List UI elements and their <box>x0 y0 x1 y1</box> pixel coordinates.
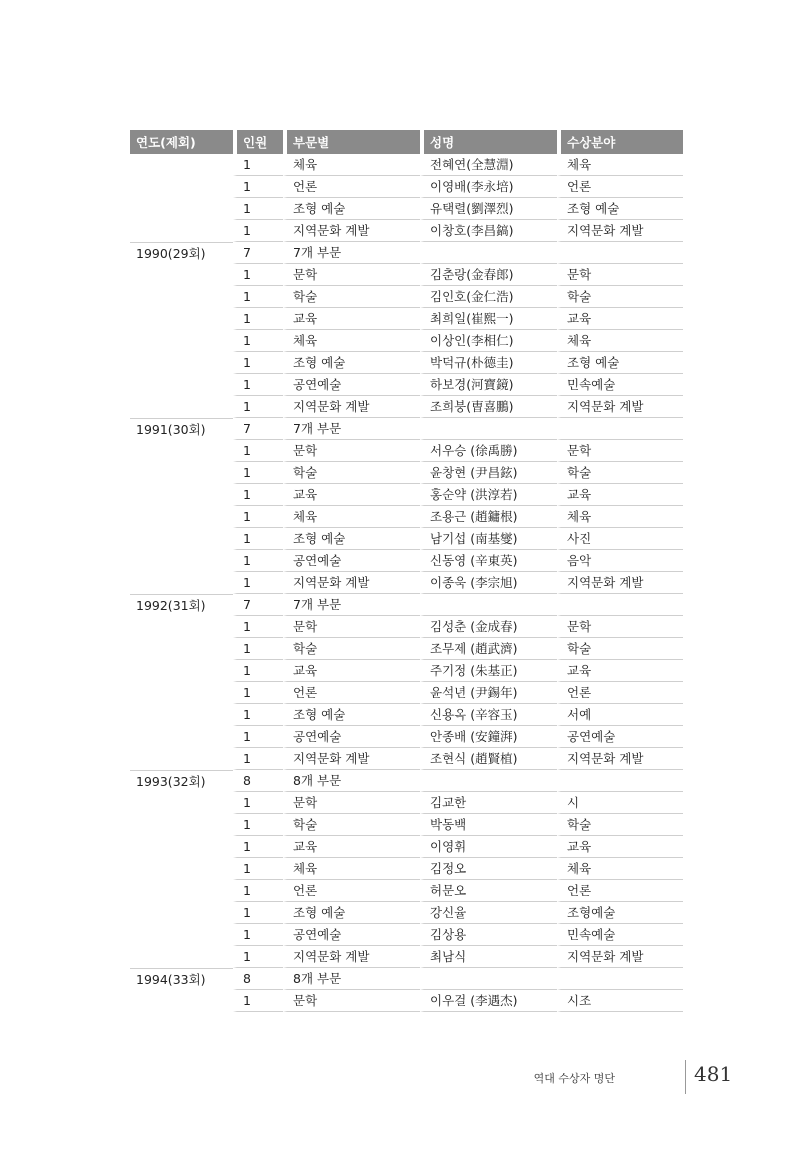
cell-name <box>420 770 557 792</box>
cell-category: 지역문화 계발 <box>283 396 420 418</box>
table-row <box>130 792 683 814</box>
table-row <box>130 418 683 440</box>
cell-name: 이우걸 (李遇杰) <box>420 990 557 1012</box>
cell-year <box>130 616 233 638</box>
cell-name: 하보경(河寶鏡) <box>420 374 557 396</box>
cell-field: 문학 <box>557 440 683 462</box>
cell-category: 7개 부문 <box>283 594 420 616</box>
table-row <box>130 704 683 726</box>
cell-field: 민속예술 <box>557 924 683 946</box>
cell-field: 음악 <box>557 550 683 572</box>
cell-name: 이종욱 (李宗旭) <box>420 572 557 594</box>
cell-name: 윤석년 (尹錫年) <box>420 682 557 704</box>
cell-category: 8개 부문 <box>283 770 420 792</box>
cell-count: 1 <box>233 506 283 528</box>
cell-category: 체육 <box>283 330 420 352</box>
cell-category: 체육 <box>283 858 420 880</box>
cell-count: 1 <box>233 748 283 770</box>
cell-name: 전혜연(全慧淵) <box>420 154 557 176</box>
cell-category: 공연예술 <box>283 550 420 572</box>
cell-field: 학술 <box>557 638 683 660</box>
table-row <box>130 352 683 374</box>
table-row <box>130 990 683 1012</box>
cell-field: 언론 <box>557 880 683 902</box>
table-row <box>130 814 683 836</box>
cell-field: 지역문화 계발 <box>557 396 683 418</box>
cell-category: 7개 부문 <box>283 418 420 440</box>
cell-name: 조무제 (趙武濟) <box>420 638 557 660</box>
cell-field: 시 <box>557 792 683 814</box>
cell-year <box>130 264 233 286</box>
cell-field: 조형 예술 <box>557 352 683 374</box>
cell-name <box>420 418 557 440</box>
page-footer <box>533 1060 733 1100</box>
cell-field: 교육 <box>557 836 683 858</box>
cell-count: 1 <box>233 198 283 220</box>
cell-field: 문학 <box>557 616 683 638</box>
cell-count: 8 <box>233 770 283 792</box>
cell-category: 언론 <box>283 176 420 198</box>
cell-field: 공연예술 <box>557 726 683 748</box>
cell-count: 1 <box>233 616 283 638</box>
cell-year <box>130 990 233 1012</box>
cell-name: 김성춘 (金成春) <box>420 616 557 638</box>
cell-field: 문학 <box>557 264 683 286</box>
cell-field: 지역문화 계발 <box>557 572 683 594</box>
cell-count: 1 <box>233 726 283 748</box>
cell-count: 1 <box>233 286 283 308</box>
table-row <box>130 286 683 308</box>
cell-name: 이영휘 <box>420 836 557 858</box>
cell-year <box>130 484 233 506</box>
cell-count: 1 <box>233 924 283 946</box>
cell-category: 지역문화 계발 <box>283 748 420 770</box>
cell-year <box>130 220 233 242</box>
cell-name: 신동영 (辛東英) <box>420 550 557 572</box>
table-row <box>130 726 683 748</box>
cell-name <box>420 968 557 990</box>
cell-category: 조형 예술 <box>283 352 420 374</box>
cell-year <box>130 440 233 462</box>
cell-year <box>130 198 233 220</box>
cell-year: 1992(31회) <box>130 594 233 616</box>
cell-year <box>130 638 233 660</box>
cell-name: 김인호(金仁浩) <box>420 286 557 308</box>
table-row <box>130 484 683 506</box>
cell-count: 8 <box>233 968 283 990</box>
cell-count: 1 <box>233 440 283 462</box>
cell-name <box>420 242 557 264</box>
cell-name: 안종배 (安鐘湃) <box>420 726 557 748</box>
table-row <box>130 528 683 550</box>
cell-field: 교육 <box>557 660 683 682</box>
cell-field: 체육 <box>557 154 683 176</box>
cell-field <box>557 770 683 792</box>
cell-category: 7개 부문 <box>283 242 420 264</box>
cell-category: 지역문화 계발 <box>283 220 420 242</box>
cell-year <box>130 352 233 374</box>
cell-count: 1 <box>233 836 283 858</box>
header-count: 인원 <box>233 130 283 154</box>
cell-count: 1 <box>233 638 283 660</box>
cell-name <box>420 594 557 616</box>
cell-category: 체육 <box>283 506 420 528</box>
cell-category: 조형 예술 <box>283 198 420 220</box>
cell-category: 학술 <box>283 286 420 308</box>
cell-count: 1 <box>233 572 283 594</box>
cell-name: 최희일(崔熙一) <box>420 308 557 330</box>
cell-year <box>130 836 233 858</box>
table-row <box>130 946 683 968</box>
cell-year <box>130 506 233 528</box>
cell-year <box>130 374 233 396</box>
cell-count: 1 <box>233 330 283 352</box>
cell-count: 7 <box>233 594 283 616</box>
cell-category: 문학 <box>283 264 420 286</box>
table-row <box>130 550 683 572</box>
cell-year: 1993(32회) <box>130 770 233 792</box>
table-row <box>130 880 683 902</box>
cell-field: 학술 <box>557 462 683 484</box>
cell-count: 7 <box>233 242 283 264</box>
cell-year <box>130 550 233 572</box>
table-row <box>130 396 683 418</box>
cell-year <box>130 924 233 946</box>
cell-count: 1 <box>233 154 283 176</box>
cell-count: 1 <box>233 264 283 286</box>
cell-year <box>130 748 233 770</box>
cell-category: 문학 <box>283 616 420 638</box>
cell-category: 지역문화 계발 <box>283 946 420 968</box>
table-row <box>130 242 683 264</box>
cell-count: 1 <box>233 528 283 550</box>
cell-field: 교육 <box>557 484 683 506</box>
table-row <box>130 858 683 880</box>
cell-year <box>130 660 233 682</box>
cell-year <box>130 330 233 352</box>
cell-name: 홍순약 (洪淳若) <box>420 484 557 506</box>
cell-name: 박덕규(朴德圭) <box>420 352 557 374</box>
cell-category: 학술 <box>283 638 420 660</box>
cell-name: 이상인(李相仁) <box>420 330 557 352</box>
cell-field: 학술 <box>557 814 683 836</box>
header-name: 성명 <box>420 130 557 154</box>
cell-name: 최남식 <box>420 946 557 968</box>
cell-category: 지역문화 계발 <box>283 572 420 594</box>
cell-count: 1 <box>233 374 283 396</box>
cell-name: 조용근 (趙鏞根) <box>420 506 557 528</box>
cell-category: 공연예술 <box>283 924 420 946</box>
cell-field: 체육 <box>557 858 683 880</box>
table-row <box>130 462 683 484</box>
table-row <box>130 594 683 616</box>
cell-field: 언론 <box>557 682 683 704</box>
table-header-row <box>130 130 683 154</box>
cell-year: 1994(33회) <box>130 968 233 990</box>
cell-category: 체육 <box>283 154 420 176</box>
cell-field: 지역문화 계발 <box>557 220 683 242</box>
cell-field: 서예 <box>557 704 683 726</box>
cell-field: 학술 <box>557 286 683 308</box>
cell-year <box>130 528 233 550</box>
table-row <box>130 924 683 946</box>
cell-count: 1 <box>233 990 283 1012</box>
cell-field: 체육 <box>557 506 683 528</box>
table-row <box>130 308 683 330</box>
cell-count: 1 <box>233 814 283 836</box>
cell-count: 1 <box>233 550 283 572</box>
table-row <box>130 748 683 770</box>
cell-count: 1 <box>233 220 283 242</box>
cell-field <box>557 968 683 990</box>
cell-year <box>130 792 233 814</box>
cell-field: 교육 <box>557 308 683 330</box>
cell-name: 김교한 <box>420 792 557 814</box>
cell-year <box>130 682 233 704</box>
cell-year <box>130 902 233 924</box>
table-row <box>130 198 683 220</box>
cell-year <box>130 396 233 418</box>
cell-category: 공연예술 <box>283 726 420 748</box>
cell-year <box>130 154 233 176</box>
table-row <box>130 836 683 858</box>
cell-field: 언론 <box>557 176 683 198</box>
table-row <box>130 154 683 176</box>
cell-category: 조형 예술 <box>283 704 420 726</box>
page-number: 481 <box>694 1062 733 1086</box>
cell-name: 김춘랑(金春郎) <box>420 264 557 286</box>
cell-name: 이창호(李昌鎬) <box>420 220 557 242</box>
cell-category: 언론 <box>283 682 420 704</box>
cell-year <box>130 858 233 880</box>
cell-name: 강신율 <box>420 902 557 924</box>
cell-name: 서우승 (徐禹勝) <box>420 440 557 462</box>
cell-year <box>130 462 233 484</box>
cell-category: 8개 부문 <box>283 968 420 990</box>
cell-field <box>557 242 683 264</box>
cell-field <box>557 418 683 440</box>
cell-count: 1 <box>233 660 283 682</box>
cell-count: 1 <box>233 396 283 418</box>
table-row <box>130 572 683 594</box>
cell-category: 교육 <box>283 308 420 330</box>
table-row <box>130 220 683 242</box>
cell-name: 김상용 <box>420 924 557 946</box>
cell-field: 시조 <box>557 990 683 1012</box>
cell-category: 문학 <box>283 440 420 462</box>
cell-name: 윤창현 (尹昌鉉) <box>420 462 557 484</box>
header-field: 수상분야 <box>557 130 683 154</box>
table-row <box>130 440 683 462</box>
table-row <box>130 902 683 924</box>
cell-count: 1 <box>233 308 283 330</box>
cell-field: 체육 <box>557 330 683 352</box>
cell-category: 조형 예술 <box>283 902 420 924</box>
cell-field: 지역문화 계발 <box>557 748 683 770</box>
cell-count: 1 <box>233 880 283 902</box>
cell-field: 지역문화 계발 <box>557 946 683 968</box>
cell-name: 주기정 (朱基正) <box>420 660 557 682</box>
cell-count: 1 <box>233 484 283 506</box>
cell-year <box>130 946 233 968</box>
cell-category: 교육 <box>283 836 420 858</box>
cell-field: 조형 예술 <box>557 198 683 220</box>
cell-year <box>130 308 233 330</box>
table-row <box>130 330 683 352</box>
cell-year <box>130 286 233 308</box>
table-row <box>130 638 683 660</box>
table-row <box>130 176 683 198</box>
cell-year <box>130 726 233 748</box>
cell-count: 1 <box>233 176 283 198</box>
header-category: 부문별 <box>283 130 420 154</box>
cell-year: 1990(29회) <box>130 242 233 264</box>
cell-count: 1 <box>233 902 283 924</box>
cell-name: 남기섭 (南基燮) <box>420 528 557 550</box>
cell-category: 학술 <box>283 462 420 484</box>
table-row <box>130 616 683 638</box>
cell-field: 조형예술 <box>557 902 683 924</box>
table-row <box>130 264 683 286</box>
table-row <box>130 682 683 704</box>
cell-year <box>130 704 233 726</box>
cell-field <box>557 594 683 616</box>
table-row <box>130 506 683 528</box>
cell-year <box>130 176 233 198</box>
cell-category: 공연예술 <box>283 374 420 396</box>
table-row <box>130 374 683 396</box>
cell-name: 이영배(李永培) <box>420 176 557 198</box>
cell-name: 박동백 <box>420 814 557 836</box>
cell-year <box>130 880 233 902</box>
cell-count: 1 <box>233 946 283 968</box>
cell-count: 1 <box>233 682 283 704</box>
cell-count: 1 <box>233 352 283 374</box>
cell-category: 문학 <box>283 792 420 814</box>
header-year: 연도(제회) <box>130 130 233 154</box>
cell-name: 김정오 <box>420 858 557 880</box>
cell-year <box>130 572 233 594</box>
footer-title: 역대 수상자 명단 <box>533 1072 615 1085</box>
table-row <box>130 660 683 682</box>
cell-count: 1 <box>233 792 283 814</box>
cell-year <box>130 814 233 836</box>
cell-category: 교육 <box>283 660 420 682</box>
cell-name: 조현식 (趙賢植) <box>420 748 557 770</box>
cell-field: 사진 <box>557 528 683 550</box>
cell-name: 유택렬(劉澤烈) <box>420 198 557 220</box>
cell-count: 1 <box>233 462 283 484</box>
cell-year: 1991(30회) <box>130 418 233 440</box>
cell-category: 교육 <box>283 484 420 506</box>
table-row <box>130 968 683 990</box>
cell-category: 조형 예술 <box>283 528 420 550</box>
cell-name: 조희붕(曺喜鵬) <box>420 396 557 418</box>
table-row <box>130 770 683 792</box>
cell-field: 민속예술 <box>557 374 683 396</box>
table-body <box>130 154 683 1012</box>
cell-name: 허문오 <box>420 880 557 902</box>
cell-name: 신용옥 (辛容玉) <box>420 704 557 726</box>
cell-count: 1 <box>233 858 283 880</box>
cell-count: 1 <box>233 704 283 726</box>
cell-category: 언론 <box>283 880 420 902</box>
cell-count: 7 <box>233 418 283 440</box>
cell-category: 학술 <box>283 814 420 836</box>
footer-divider <box>685 1060 686 1094</box>
cell-category: 문학 <box>283 990 420 1012</box>
awardee-table <box>130 130 683 1012</box>
